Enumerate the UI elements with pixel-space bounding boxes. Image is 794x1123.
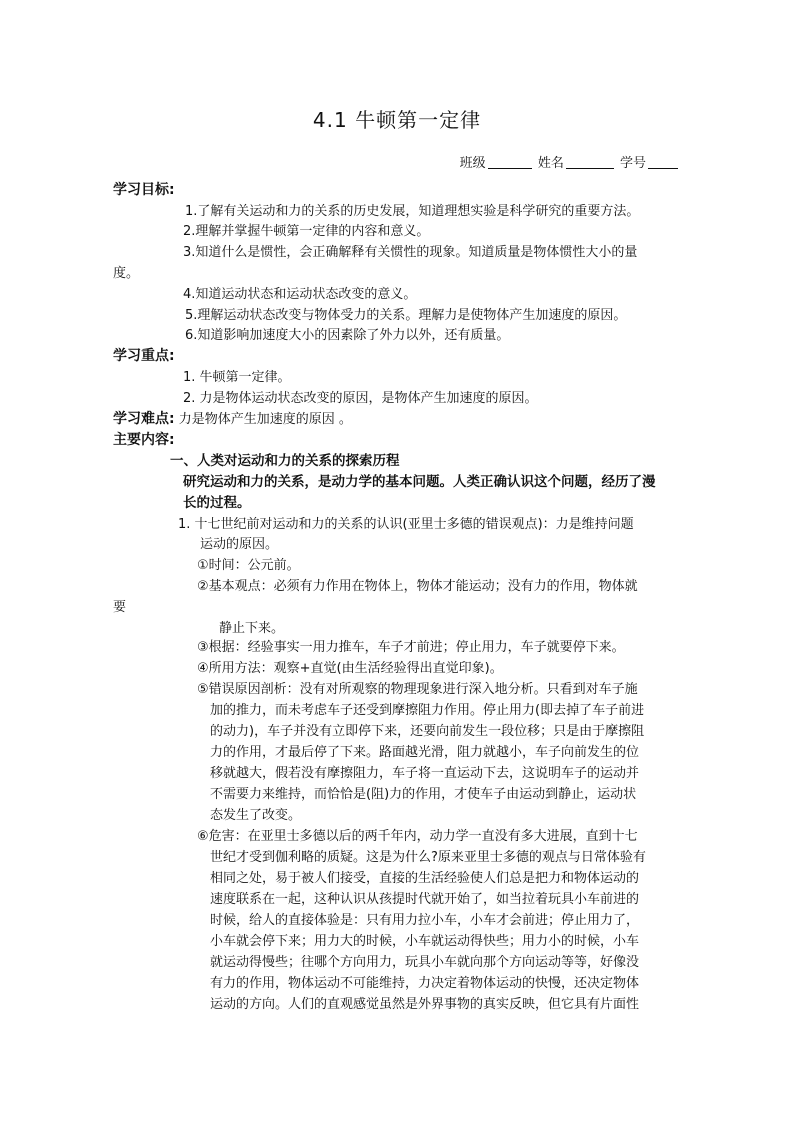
name-label: 姓名 <box>537 156 564 171</box>
student-info-line <box>460 152 680 171</box>
key-points-heading: 学习重点: <box>113 348 175 364</box>
item-1-harm-7: 就运动得慢些；往哪个方向用力，玩具小车就向那个方向运动等等，好像没 <box>210 955 640 970</box>
objective-1: 1.了解有关运动和力的关系的历史发展，知道理想实验是科学研究的重要方法。 <box>185 204 640 219</box>
item-1-viewpoint-cont: 静止下来。 <box>219 621 285 636</box>
difficulty-line <box>113 409 352 430</box>
id-label: 学号 <box>619 156 646 171</box>
item-1-analysis-2: 加的推力，而未考虑车子还受到摩擦阻力作用。停止用力(即去掉了车子前进 <box>210 703 645 718</box>
item-1-harm-3: 相同之处，易于被人们接受，直接的生活经验使人们总是把力和物体运动的 <box>210 871 640 886</box>
class-blank[interactable] <box>488 156 532 169</box>
item-1-analysis-3: 的动力)，车子并没有立即停下来，还要向前发生一段位移；只是由于摩擦阻 <box>210 724 645 739</box>
difficulty-text: 力是物体产生加速度的原因 。 <box>174 412 352 427</box>
main-content-heading: 主要内容: <box>113 432 175 448</box>
item-1-harm-2: 世纪才受到伽利略的质疑。这是为什么?原来亚里士多德的观点与日常体验有 <box>210 850 646 865</box>
key-point-2: 2. 力是物体运动状态改变的原因，是物体产生加速度的原因。 <box>183 391 538 406</box>
objective-5: 5.理解运动状态改变与物体受力的关系。理解力是使物体产生加速度的原因。 <box>185 308 627 323</box>
objective-6: 6.知道影响加速度大小的因素除了外力以外，还有质量。 <box>185 328 510 343</box>
item-1-harm-6: 小车就会停下来；用力大的时候，小车就运动得快些；用力小的时候，小车 <box>210 934 640 949</box>
objective-3: 3.知道什么是惯性，会正确解释有关惯性的现象。知道质量是物体惯性大小的量 <box>183 245 638 260</box>
item-1-line-1: 1. 十七世纪前对运动和力的关系的认识(亚里士多德的错误观点)：力是维持问题 <box>178 517 634 532</box>
item-1-harm-9: 运动的方向。人们的直观感觉虽然是外界事物的真实反映，但它具有片面性 <box>210 997 640 1012</box>
id-blank[interactable] <box>648 156 678 169</box>
section-1-title: 一、人类对运动和力的关系的探索历程 <box>170 453 400 469</box>
item-1-harm-8: 有力的作用，物体运动不可能维持，力决定着物体运动的快慢，还决定物体 <box>210 976 640 991</box>
objective-4: 4.知道运动状态和运动状态改变的意义。 <box>183 287 417 302</box>
section-1-intro-line-2: 长的过程。 <box>183 495 251 511</box>
class-label: 班级 <box>459 156 486 171</box>
name-blank[interactable] <box>566 156 614 169</box>
item-1-analysis-6: 不需要力来维持，而恰恰是(阻)力的作用，才使车子由运动到静止，运动状 <box>210 787 637 802</box>
item-1-viewpoint: ②基本观点：必须有力作用在物体上，物体才能运动；没有力的作用，物体就 <box>197 579 638 594</box>
item-1-analysis-7: 态发生了改变。 <box>210 808 302 823</box>
item-1-basis: ③根据：经验事实一用力推车，车子才前进；停止用力，车子就要停下来。 <box>197 640 625 655</box>
objective-2: 2.理解并掌握牛顿第一定律的内容和意义。 <box>183 224 430 239</box>
item-1-harm-5: 时候，给人的直接体验是：只有用力拉小车，小车才会前进；停止用力了， <box>210 913 640 928</box>
item-1-time: ①时间：公元前。 <box>197 558 300 573</box>
item-1-analysis-4: 力的作用，才最后停了下来。路面越光滑，阻力就越小，车子向前发生的位 <box>210 745 640 760</box>
objective-3-cont: 度。 <box>113 266 140 281</box>
key-point-1: 1. 牛顿第一定律。 <box>183 370 291 385</box>
item-1-harm-4: 速度联系在一起，这种认识从孩提时代就开始了，如当拉着玩具小车前进的 <box>210 892 640 907</box>
item-1-viewpoint-wrap: 要 <box>113 600 127 615</box>
item-1-harm-1: ⑥危害：在亚里士多德以后的两千年内，动力学一直没有多大进展，直到十七 <box>197 829 638 844</box>
page-title: 4.1 牛顿第一定律 <box>312 108 482 132</box>
objectives-heading: 学习目标: <box>113 182 175 198</box>
item-1-method: ④所用方法：观察+直觉(由生活经验得出直觉印象)。 <box>197 661 503 676</box>
item-1-analysis-5: 移就越大，假若没有摩擦阻力，车子将一直运动下去，这说明车子的运动并 <box>210 766 640 781</box>
section-1-intro-line-1: 研究运动和力的关系，是动力学的基本问题。人类正确认识这个问题，经历了漫 <box>183 474 656 490</box>
item-1-analysis-1: ⑤错误原因剖析：没有对所观察的物理现象进行深入地分析。只看到对车子施 <box>197 682 638 697</box>
difficulty-heading: 学习难点: <box>113 411 175 427</box>
item-1-line-2: 运动的原因。 <box>200 537 279 552</box>
